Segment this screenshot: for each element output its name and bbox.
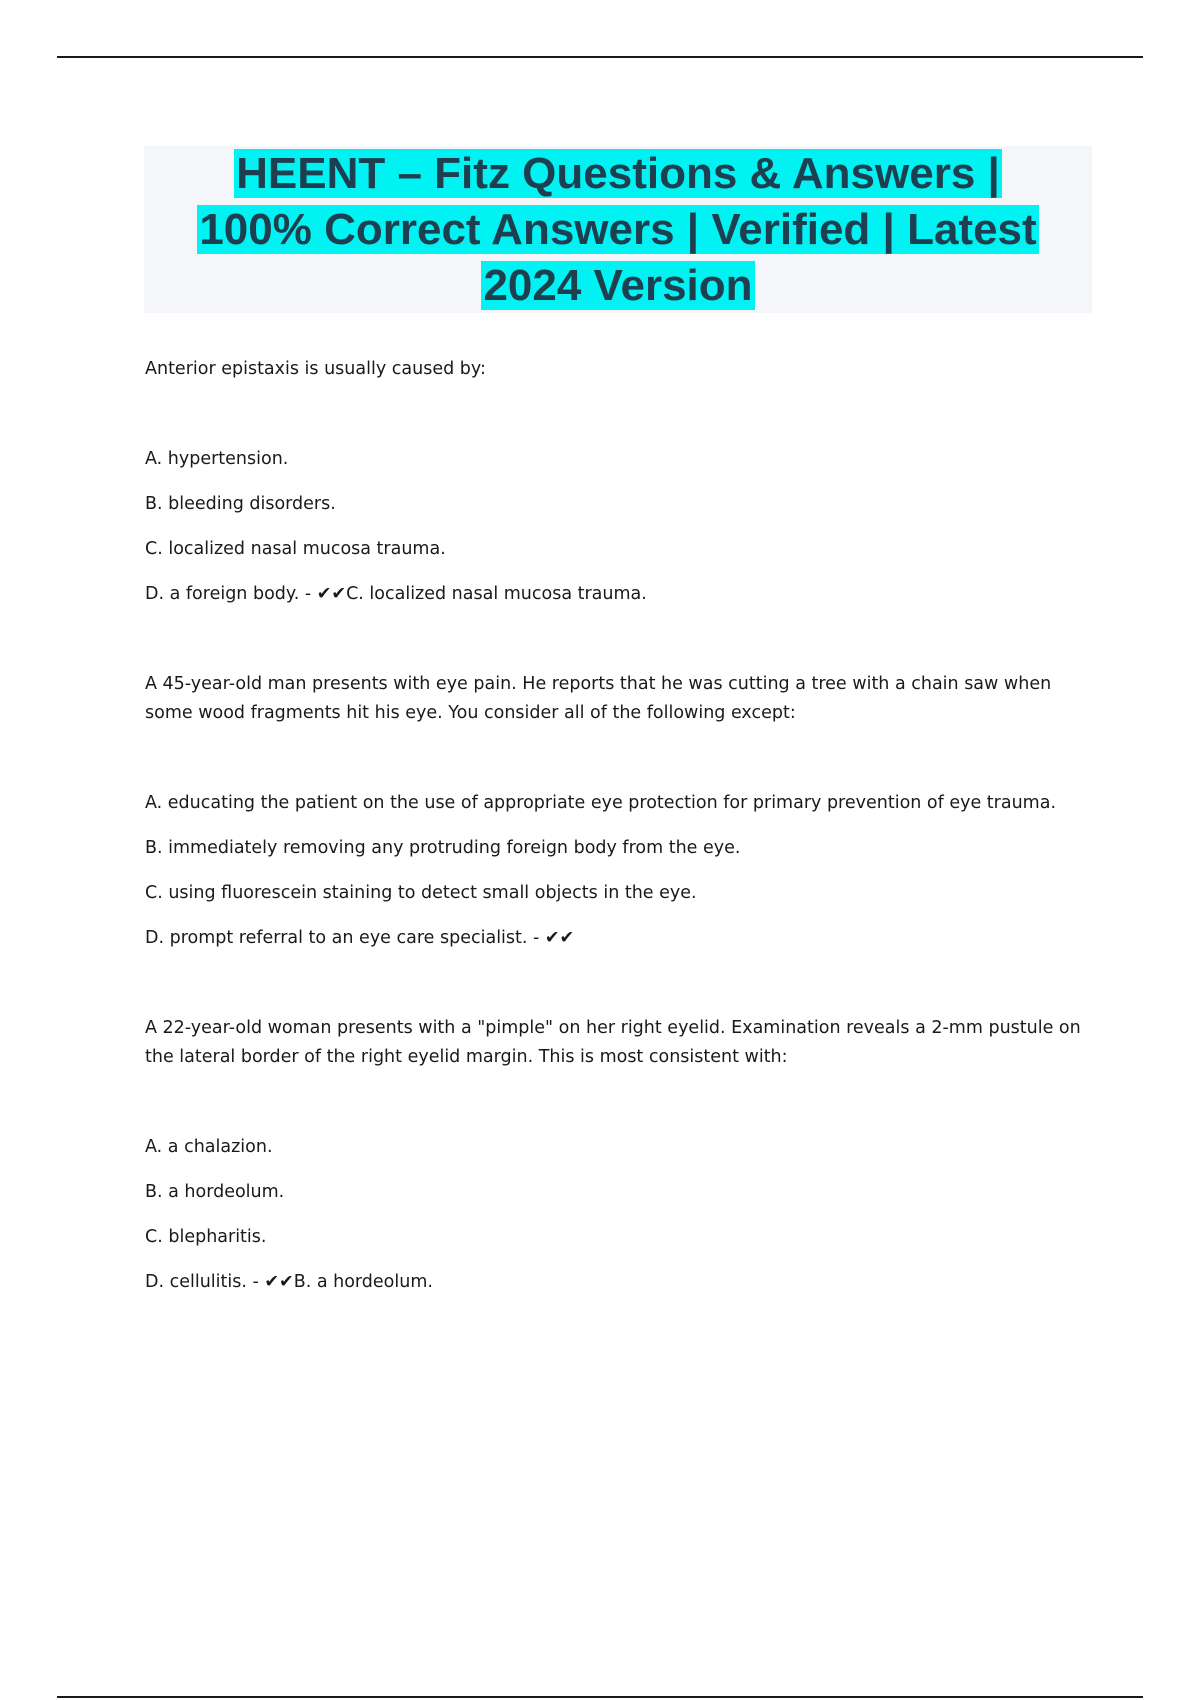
option-d-with-answer: D. a foreign body. - ✔✔C. localized nasal mucosa trauma. bbox=[145, 584, 647, 604]
option-c: C. localized nasal mucosa trauma. bbox=[145, 539, 446, 559]
question-1 bbox=[145, 355, 1085, 609]
question-text: Anterior epistaxis is usually caused by: bbox=[145, 359, 486, 379]
option-d-with-answer: D. prompt referral to an eye care specialist. - ✔✔ bbox=[145, 928, 575, 948]
top-rule bbox=[57, 56, 1143, 58]
document-title bbox=[144, 146, 1092, 313]
question-list bbox=[145, 355, 1085, 1358]
option-a: A. educating the patient on the use of appropriate eye protection for primary prevention of eye trauma. bbox=[145, 793, 1057, 813]
option-c: C. using fluorescein staining to detect small objects in the eye. bbox=[145, 883, 697, 903]
question-text: A 45-year-old man presents with eye pain. He reports that he was cutting a tree with a chain saw when some wood fragments hit his eye. You consider all of the following except: bbox=[145, 674, 1052, 723]
option-b: B. bleeding disorders. bbox=[145, 494, 336, 514]
bottom-rule bbox=[57, 1696, 1143, 1698]
title-line-1 bbox=[144, 146, 1092, 202]
option-b: B. a hordeolum. bbox=[145, 1182, 285, 1202]
title-line-3 bbox=[144, 258, 1092, 314]
title-highlight-3: 2024 Version bbox=[483, 261, 753, 310]
question-text: A 22-year-old woman presents with a "pimple" on her right eyelid. Examination reveals a 2-mm pustule on the lateral border of the right eyelid margin. This is most consistent with: bbox=[145, 1018, 1081, 1067]
title-highlight-1: HEENT – Fitz Questions & Answers | bbox=[236, 149, 1000, 198]
question-2 bbox=[145, 670, 1085, 953]
title-highlight-2: 100% Correct Answers | Verified | Latest bbox=[199, 205, 1037, 254]
option-a: A. hypertension. bbox=[145, 449, 289, 469]
option-c: C. blepharitis. bbox=[145, 1227, 267, 1247]
option-d-with-answer: D. cellulitis. - ✔✔B. a hordeolum. bbox=[145, 1272, 433, 1292]
option-a: A. a chalazion. bbox=[145, 1137, 273, 1157]
question-3 bbox=[145, 1014, 1085, 1297]
title-line-2 bbox=[144, 202, 1092, 258]
option-b: B. immediately removing any protruding foreign body from the eye. bbox=[145, 838, 741, 858]
